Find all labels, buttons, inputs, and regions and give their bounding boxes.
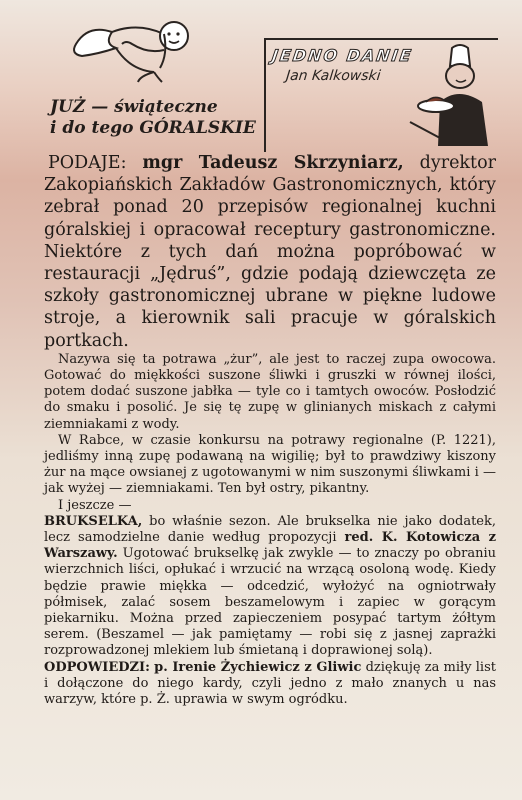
paragraph-rabka: W Rabce, w czasie konkursu na potrawy regionalne (P. 1221), jedliśmy inną zupę podawaną na wigilię; był to prawdziwy kiszony żur na mące owsianej z ugotowanymi w nim suszonymi śliwkami i — jak wyżej — ziemniakami. Ten był ostry, pikantny. bbox=[44, 432, 496, 497]
lead-paragraph bbox=[44, 152, 496, 352]
column-author: Jan Kalkowski bbox=[285, 68, 382, 84]
odpowiedzi-recipient: p. Irenie Żychiewicz z Gliwic bbox=[154, 659, 362, 675]
brukselka-author: red. K. Kotowicza z Warszawy. bbox=[44, 530, 497, 562]
paragraph-i-jeszcze: I jeszcze — bbox=[58, 497, 132, 513]
headline-line-2: i do tego GÓRALSKIE bbox=[50, 118, 256, 138]
brukselka-text-1: bo właśnie sezon. Ale brukselka nie jako dodatek, lecz samodzielne danie według propozycji bbox=[44, 513, 497, 546]
paragraph-brukselka bbox=[44, 514, 496, 660]
article-body bbox=[44, 152, 496, 708]
headline bbox=[50, 97, 280, 139]
lead-label: PODAJE: bbox=[48, 153, 127, 173]
chef-illustration bbox=[400, 42, 500, 148]
odpowiedzi-label: ODPOWIEDZI: bbox=[44, 659, 150, 675]
cupid-illustration bbox=[68, 14, 198, 84]
brukselka-heading: BRUKSELKA, bbox=[44, 513, 143, 529]
lead-text: dyrektor Zakopiańskich Zakładów Gastronomicznych, który zebrał ponad 20 przepisów regionalnej kuchni góralskiej i opracował receptury gastronomiczne. Niektóre z tych dań można popróbować w restauracji „Jędruś”, gdzie podają dziewczęta ze szkoły gastronomicznej ubrane w piękne ludowe stroje, a kierownik sali pracuje w góralskich portkach. bbox=[44, 153, 496, 351]
column-header bbox=[0, 0, 522, 150]
column-title: JEDNO DANIE bbox=[270, 46, 415, 65]
paragraph-odpowiedzi bbox=[44, 660, 496, 709]
lead-name: mgr Tadeusz Skrzyniarz, bbox=[142, 153, 404, 173]
headline-line-1: JUŻ — świąteczne bbox=[50, 97, 218, 117]
paragraph-zur: Nazywa się ta potrawa „żur”, ale jest to raczej zupa owocowa. Gotować do miękkości suszone śliwki i gruszki w równej ilości, potem dodać suszone jabłka — tyle co i tamtych owoców. Posłodzić do smaku i posolić. Je się tę zupę w glinianych miskach z całymi ziemniakami z wody. bbox=[44, 351, 496, 432]
odpowiedzi-text: dziękuję za miły list i dołączone do niego kardy, czyli jedno z mało znanych u nas warzyw, które p. Ż. uprawia w swym ogródku. bbox=[44, 659, 496, 708]
brukselka-text-2: Ugotować brukselkę jak zwykle — to znaczy po obraniu wierzchnich liści, opłukać i wrzucić na wrzącą osoloną wodę. Kiedy będzie prawie miękka — odcedzić, wyłożyć na ogniotrwały półmisek, zalać sosem beszamelowym i zapiec w gorącym piekarniku. Można przed zapieczeniem posypać tartym żółtym serem. (Beszamel — jak pamiętamy — robi się z jasnej zaprażki rozprowadzonej mlekiem lub śmietaną i doprawionej solą). bbox=[44, 546, 496, 659]
